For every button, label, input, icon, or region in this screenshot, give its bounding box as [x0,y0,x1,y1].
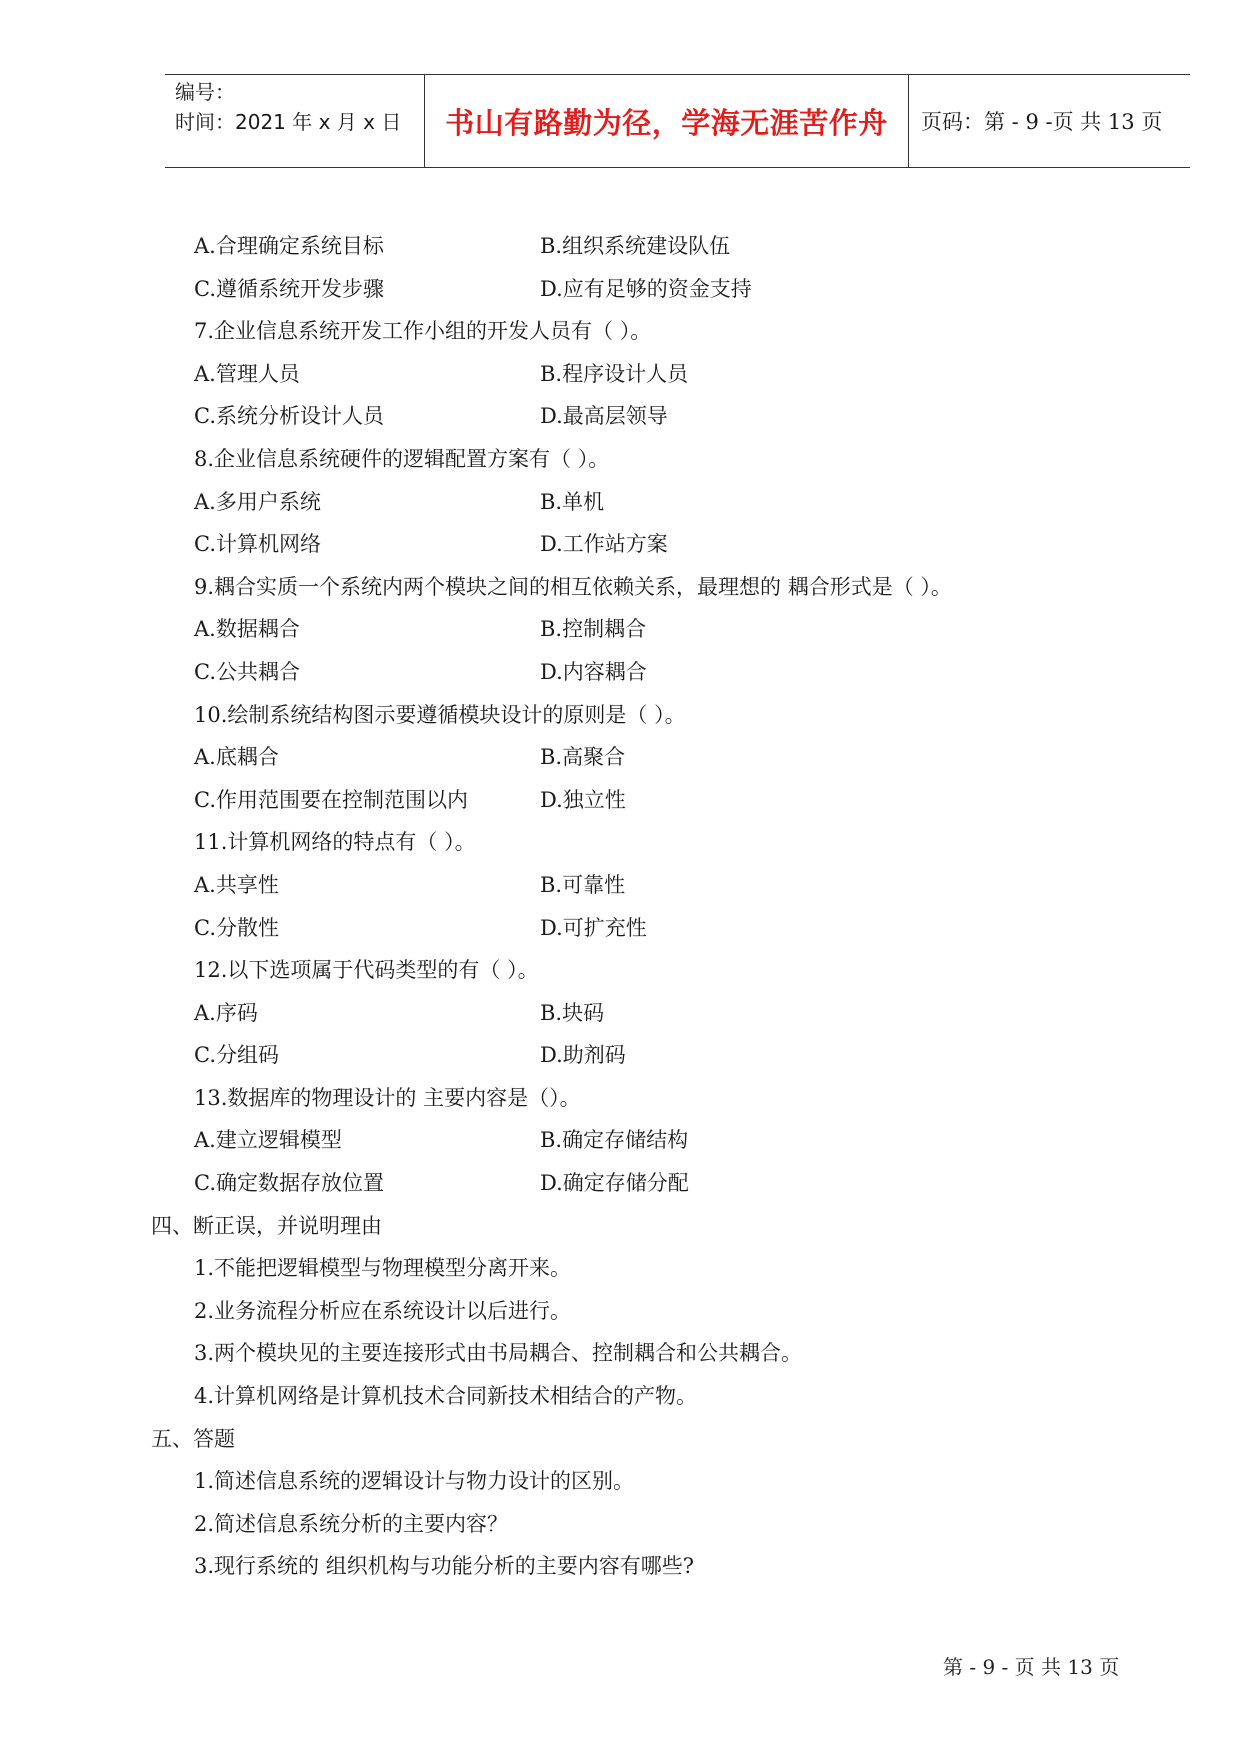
option-text: D.内容耦合 [540,659,647,684]
option-text: A.多用户系统 [194,489,321,514]
question-text: 10.绘制系统结构图示要遵循模块设计的原则是（ ）。 [194,702,686,727]
option-row [0,268,1241,311]
option-text: C.作用范围要在控制范围以内 [194,787,468,812]
option-text: D.可扩充性 [540,915,647,940]
document-body [0,225,1241,1588]
question-text: 1.简述信息系统的逻辑设计与物力设计的区别。 [194,1469,635,1494]
option-text: D.应有足够的资金支持 [540,276,752,301]
option-row [0,907,1241,950]
doc-time-label: 时间：2021 年 x 月 x 日 [175,110,402,134]
question-text: 11.计算机网络的特点有（ ）。 [194,830,476,855]
option-text: B.可靠性 [540,872,626,897]
option-row [0,779,1241,822]
option-row [0,992,1241,1035]
page-footer: 第 - 9 - 页 共 13 页 [943,1655,1120,1679]
header-page-number: 页码：第 - 9 -页 共 13 页 [921,110,1163,134]
option-text: D.独立性 [540,787,626,812]
question-text: 13.数据库的物理设计的 主要内容是（）。 [194,1085,581,1110]
option-text: B.高聚合 [540,745,626,770]
header-divider [908,75,909,167]
section-heading: 五、答题 [151,1426,235,1451]
option-text: B.确定存储结构 [540,1128,689,1153]
option-text: A.共享性 [194,872,279,897]
option-text: B.程序设计人员 [540,361,689,386]
option-text: D.助剂码 [540,1043,626,1068]
option-text: C.计算机网络 [194,532,321,557]
option-row [0,1119,1241,1162]
option-text: A.数据耦合 [194,617,300,642]
question-text: 2.业务流程分析应在系统设计以后进行。 [194,1298,572,1323]
option-text: C.分组码 [194,1043,279,1068]
option-row [0,523,1241,566]
question-text: 9.耦合实质一个系统内两个模块之间的相互依赖关系，最理想的 耦合形式是（ ）。 [194,574,952,599]
option-row [0,1162,1241,1205]
option-text: A.管理人员 [194,361,300,386]
option-text: C.公共耦合 [194,659,300,684]
option-text: A.建立逻辑模型 [194,1128,342,1153]
doc-number-label: 编号： [175,80,235,104]
option-row [0,481,1241,524]
option-text: A.序码 [194,1000,258,1025]
option-text: B.控制耦合 [540,617,647,642]
question-text: 7.企业信息系统开发工作小组的开发人员有（ ）。 [194,319,652,344]
option-text: D.工作站方案 [540,532,668,557]
option-row [0,353,1241,396]
question-text: 12.以下选项属于代码类型的有（ ）。 [194,958,539,983]
header-motto: 书山有路勤为径，学海无涯苦作舟 [445,105,888,140]
question-text: 4.计算机网络是计算机技术合同新技术相结合的产物。 [194,1384,698,1409]
page-header [165,74,1190,168]
option-row [0,651,1241,694]
option-text: A.底耦合 [194,745,279,770]
option-text: D.最高层领导 [540,404,668,429]
option-row [0,395,1241,438]
question-text: 1.不能把逻辑模型与物理模型分离开来。 [194,1256,572,1281]
option-row [0,225,1241,268]
option-text: D.确定存储分配 [540,1171,689,1196]
question-text: 2.简述信息系统分析的主要内容？ [194,1511,509,1536]
question-text: 8.企业信息系统硬件的逻辑配置方案有（ ）。 [194,446,610,471]
option-text: C.系统分析设计人员 [194,404,384,429]
option-row [0,864,1241,907]
section-heading: 四、断正误，并说明理由 [151,1213,382,1238]
option-text: B.块码 [540,1000,605,1025]
option-row [0,1034,1241,1077]
option-text: C.分散性 [194,915,279,940]
question-text: 3.两个模块见的主要连接形式由书局耦合、控制耦合和公共耦合。 [194,1341,803,1366]
option-row [0,608,1241,651]
option-text: A.合理确定系统目标 [194,234,384,258]
option-row [0,736,1241,779]
option-text: B.单机 [540,489,605,514]
question-text: 3.现行系统的 组织机构与功能分析的主要内容有哪些? [194,1554,694,1579]
option-text: B.组织系统建设队伍 [540,234,731,258]
option-text: C.确定数据存放位置 [194,1171,384,1196]
header-meta [175,77,423,165]
option-text: C.遵循系统开发步骤 [194,276,384,301]
